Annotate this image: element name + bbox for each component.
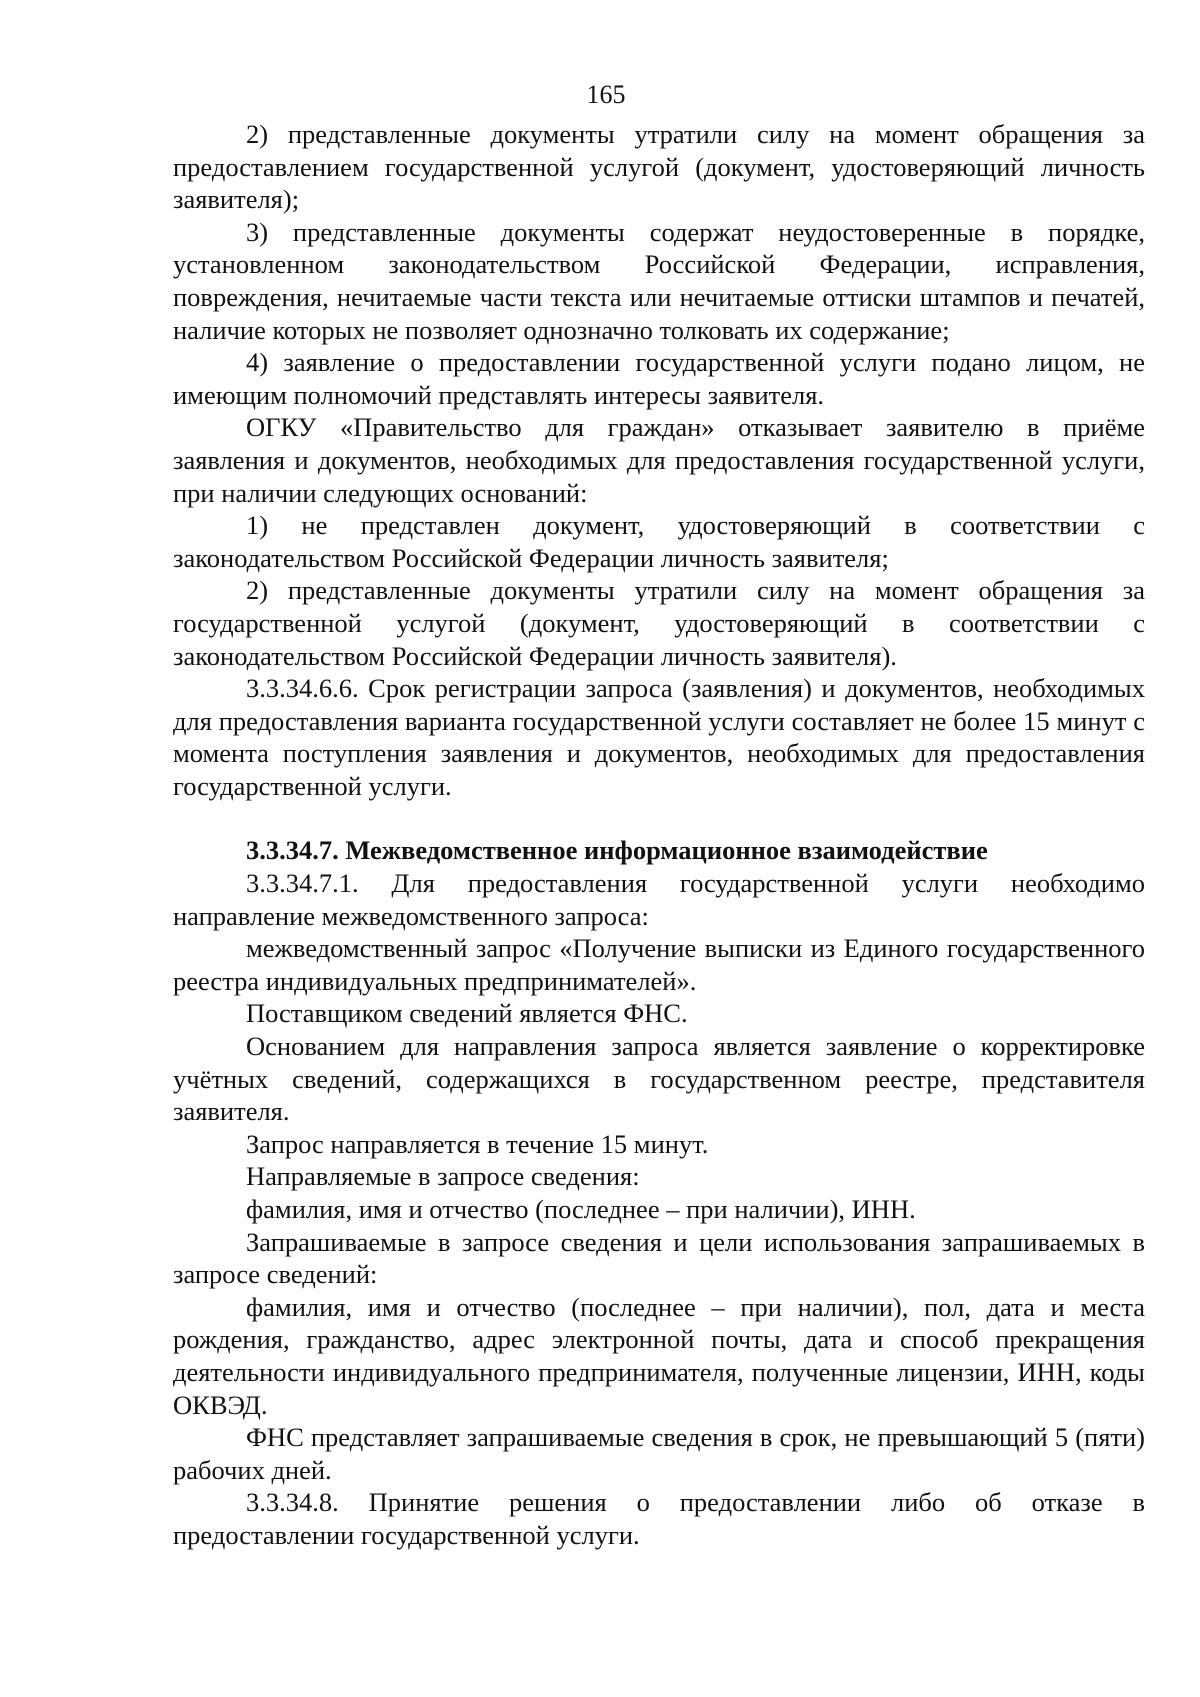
- paragraph-request-egrip: межведомственный запрос «Получение выписки из Единого государственного реестра индивидуальных предпринимателей».: [173, 933, 1145, 996]
- paragraph-registration-term: 3.3.34.6.6. Срок регистрации запроса (заявления) и документов, необходимых для предоставления варианта государственной услуги составляет не более 15 минут с момента поступления заявления и документов, необходимых для предоставления государственной услуги.: [173, 673, 1145, 801]
- paragraph-fns-term: ФНС представляет запрашиваемые сведения в срок, не превышающий 5 (пяти) рабочих дней.: [173, 1422, 1145, 1485]
- page-number: 165: [586, 80, 626, 109]
- paragraph-decision: 3.3.34.8. Принятие решения о предоставлении либо об отказе в предоставлении государственной услуги.: [173, 1487, 1145, 1550]
- paragraph-interagency-request: 3.3.34.7.1. Для предоставления государственной услуги необходимо направление межведомственного запроса:: [173, 868, 1145, 931]
- paragraph-ogku-refusal: ОГКУ «Правительство для граждан» отказывает заявителю в приёме заявления и документов, необходимых для предоставления государственной услуги, при наличии следующих оснований:: [173, 412, 1145, 508]
- paragraph-refusal-item-2: 2) представленные документы утратили силу на момент обращения за предоставлением государственной услугой (документ, удостоверяющий личность заявителя);: [173, 119, 1145, 215]
- paragraph-refusal-item-4: 4) заявление о предоставлении государственной услуги подано лицом, не имеющим полномочий представлять интересы заявителя.: [173, 347, 1145, 410]
- paragraph-ogku-item-1: 1) не представлен документ, удостоверяющий в соответствии с законодательством Российской Федерации личность заявителя;: [173, 510, 1145, 573]
- paragraph-requested-data-label: Запрашиваемые в запросе сведения и цели использования запрашиваемых в запросе сведений:: [173, 1226, 1145, 1290]
- paragraph-request-basis: Основанием для направления запроса является заявление о корректировке учётных сведений, содержащихся в государственном реестре, представителя заявителя.: [173, 1031, 1145, 1127]
- paragraph-provider: Поставщиком сведений является ФНС.: [246, 998, 688, 1029]
- document-body: [173, 118, 1145, 1552]
- paragraph-requested-data: фамилия, имя и отчество (последнее – при наличии), пол, дата и места рождения, гражданство, адрес электронной почты, дата и способ прекращения деятельности индивидуального предпринимателя, полученные лицензии, ИНН, коды ОКВЭД.: [173, 1291, 1145, 1420]
- paragraph-request-term: Запрос направляется в течение 15 минут.: [246, 1128, 709, 1159]
- paragraph-sent-data: фамилия, имя и отчество (последнее – при наличии), ИНН.: [246, 1194, 916, 1224]
- paragraph-refusal-item-3: 3) представленные документы содержат неудостоверенные в порядке, установленном законодательством Российской Федерации, исправления, повреждения, нечитаемые части текста или нечитаемые оттиски штампов и печатей, наличие которых не позволяет однозначно толковать их содержание;: [173, 216, 1145, 345]
- paragraph-sent-data-label: Направляемые в запросе сведения:: [246, 1161, 640, 1192]
- paragraph-ogku-item-2: 2) представленные документы утратили силу на момент обращения за государственной услугой (документ, удостоверяющий в соответствии с законодательством Российской Федерации личность заявителя).: [173, 575, 1145, 671]
- section-heading: 3.3.34.7. Межведомственное информационное взаимодействие: [246, 835, 988, 866]
